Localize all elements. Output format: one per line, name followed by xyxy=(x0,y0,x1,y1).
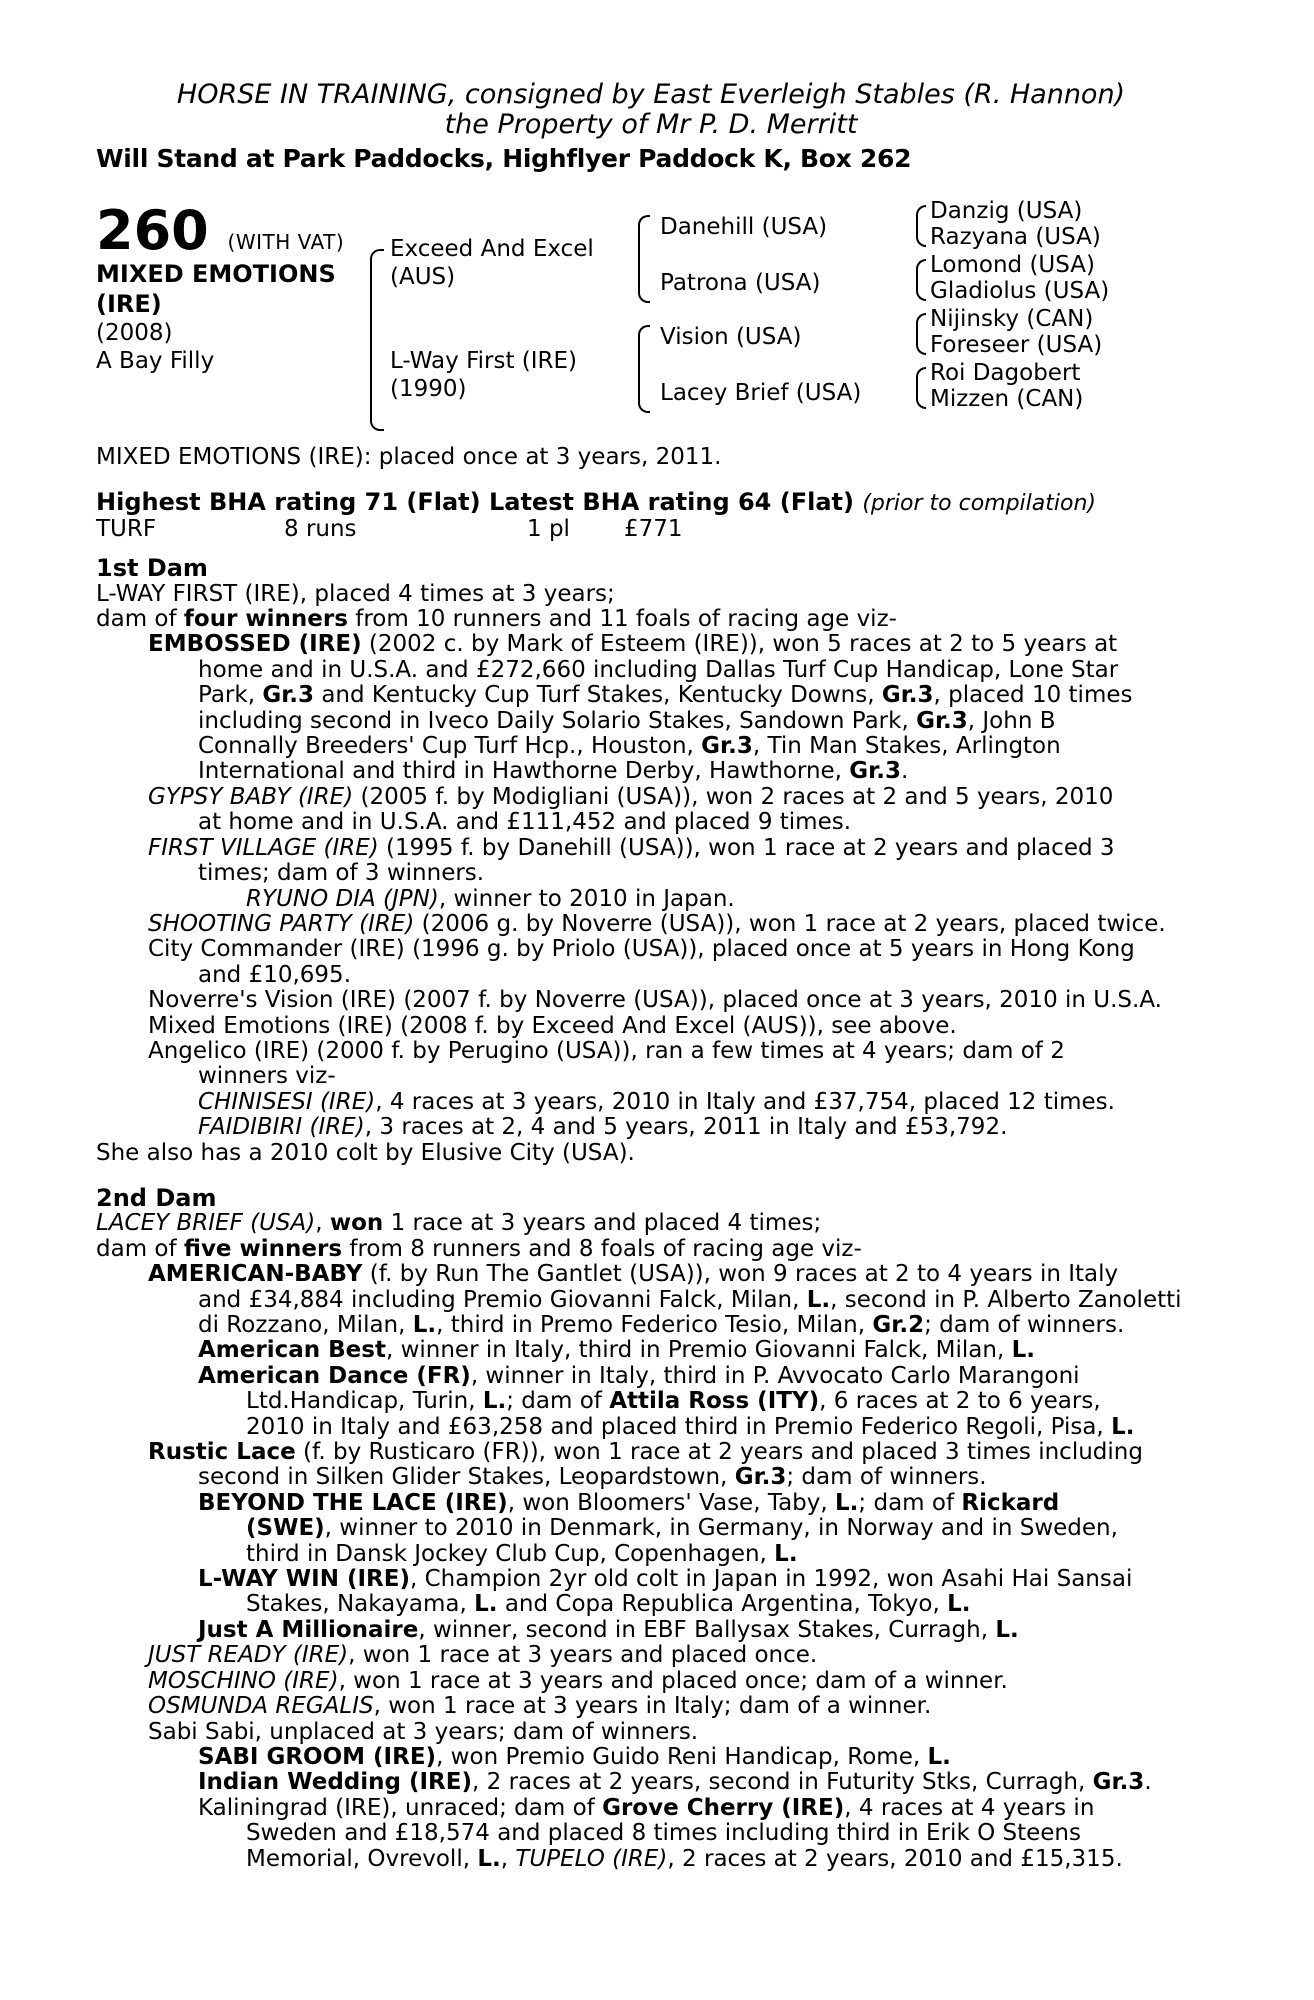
produce-entry: JUST READY (IRE), won 1 race at 3 years and placed once. xyxy=(148,1642,818,1669)
turf-runs: 8 runs xyxy=(284,515,357,542)
produce-line: Park, Gr.3 and Kentucky Cup Turf Stakes, Kentucky Downs, Gr.3, placed 10 times xyxy=(198,682,1133,709)
lot-number xyxy=(96,199,344,262)
pedigree-brace-sire xyxy=(638,215,650,303)
produce-entry: OSMUNDA REGALIS, won 1 race at 3 years in Italy; dam of a winner. xyxy=(148,1693,932,1720)
horse-description: A Bay Filly xyxy=(96,348,215,374)
produce-line: home and in U.S.A. and £272,660 including Dallas Turf Cup Handicap, Lone Star xyxy=(198,656,1119,683)
dam-dam-dam: Mizzen (CAN) xyxy=(930,386,1084,412)
grand-produce-line: Ltd.Handicap, Turin, L.; dam of Attila Ross (ITY), 6 races at 2 to 6 years, xyxy=(246,1388,1101,1415)
turf-placed: 1 pl xyxy=(527,515,570,542)
pedigree-brace-ss xyxy=(916,205,926,247)
grand-produce-entry: Just A Millionaire, winner, second in EBF Ballysax Stakes, Curragh, L. xyxy=(198,1616,1019,1643)
produce-line: and £34,884 including Premio Giovanni Falck, Milan, L., second in P. Alberto Zanoletti xyxy=(198,1286,1182,1313)
sire-sire: Danehill (USA) xyxy=(660,214,828,240)
produce-entry: SHOOTING PARTY (IRE) (2006 g. by Noverre (USA)), won 1 race at 2 years, placed twice. xyxy=(148,910,1166,937)
dam-dam: Lacey Brief (USA) xyxy=(660,380,862,406)
catalogue-body xyxy=(96,445,1206,1872)
sire-dam-sire: Lomond (USA) xyxy=(930,252,1095,278)
sire xyxy=(390,235,594,291)
produce-entry: AMERICAN-BABY (f. by Run The Gantlet (USA)), won 9 races at 2 to 4 years in Italy xyxy=(148,1261,1119,1288)
turf-label: TURF xyxy=(96,515,157,542)
sire-name: Exceed And Excel xyxy=(390,236,594,262)
produce-entry: MOSCHINO (IRE), won 1 race at 3 years and placed once; dam of a winner. xyxy=(148,1667,1008,1694)
produce-entry: Noverre's Vision (IRE) (2007 f. by Noverre (USA)), placed once at 3 years, 2010 in U.S.A. xyxy=(148,987,1162,1014)
consignment-header xyxy=(96,80,1206,140)
grand-produce-entry: FAIDIBIRI (IRE), 3 races at 2, 4 and 5 years, 2011 in Italy and £53,792. xyxy=(198,1114,1008,1141)
lot-number-value: 260 xyxy=(96,199,209,262)
first-dam-produce-summary: dam of four winners from 10 runners and 11 foals of racing age viz- xyxy=(96,606,897,633)
grand-produce-entry: CHINISESI (IRE), 4 races at 3 years, 2010 in Italy and £37,754, placed 12 times. xyxy=(198,1088,1115,1115)
horse-name xyxy=(96,259,336,319)
second-dam-line: LACEY BRIEF (USA), won 1 race at 3 years and placed 4 times; xyxy=(96,1210,822,1237)
grand-produce-line: third in Dansk Jockey Club Cup, Copenhagen, L. xyxy=(246,1540,798,1567)
sire-dam: Patrona (USA) xyxy=(660,270,821,296)
stand-location: Will Stand at Park Paddocks, Highflyer Paddock K, Box 262 xyxy=(96,144,912,173)
grand-produce-entry: RYUNO DIA (JPN), winner to 2010 in Japan. xyxy=(246,885,735,912)
dam-name: L-Way First (IRE) xyxy=(390,348,578,374)
pedigree-brace-ds xyxy=(916,313,926,355)
produce-entry: GYPSY BABY (IRE) (2005 f. by Modigliani (USA)), won 2 races at 2 and 5 years, 2010 xyxy=(148,783,1114,810)
produce-entry: EMBOSSED (IRE) (2002 c. by Mark of Esteem (IRE)), won 5 races at 2 to 5 years at xyxy=(148,631,1118,658)
pedigree-brace-dam xyxy=(638,325,650,413)
sire-sire-dam: Razyana (USA) xyxy=(930,224,1101,250)
second-dam-section xyxy=(96,1211,1206,1872)
grand-produce-entry: BEYOND THE LACE (IRE), won Bloomers' Vase, Taby, L.; dam of Rickard xyxy=(198,1489,1060,1516)
turf-earnings: £771 xyxy=(624,515,683,542)
produce-line: at home and in U.S.A. and £111,452 and placed 9 times. xyxy=(198,809,852,836)
property-line: the Property of Mr P. D. Merritt xyxy=(444,109,858,140)
grand-produce-entry: American Best, winner in Italy, third in Premio Giovanni Falck, Milan, L. xyxy=(198,1337,1035,1364)
sire-dam-dam: Gladiolus (USA) xyxy=(930,278,1110,304)
horse-details xyxy=(96,319,214,375)
dam xyxy=(390,347,577,403)
produce-line: Connally Breeders' Cup Turf Hcp., Houston, Gr.3, Tin Man Stakes, Arlington xyxy=(198,733,1061,760)
grand-produce-entry: Indian Wedding (IRE), 2 races at 2 years, second in Futurity Stks, Curragh, Gr.3. xyxy=(198,1769,1152,1796)
produce-entry: Rustic Lace (f. by Rusticaro (FR)), won 1 race at 2 years and placed 3 times including xyxy=(148,1439,1143,1466)
first-dam-line: L-WAY FIRST (IRE), placed 4 times at 3 years; xyxy=(96,580,615,607)
sire-country: (AUS) xyxy=(390,264,456,290)
grand-produce-line: (SWE), winner to 2010 in Denmark, in Germany, in Norway and in Sweden, xyxy=(246,1515,1118,1542)
dam-sire-dam: Foreseer (USA) xyxy=(930,332,1103,358)
catalogue-page xyxy=(96,80,1206,1872)
produce-line: and £10,695. xyxy=(198,961,352,988)
dam-sire: Vision (USA) xyxy=(660,324,802,350)
produce-entry: Sabi Sabi, unplaced at 3 years; dam of winners. xyxy=(148,1718,699,1745)
dam-year: (1990) xyxy=(390,376,467,402)
dam-sire-sire: Nijinsky (CAN) xyxy=(930,306,1094,332)
produce-entry: Mixed Emotions (IRE) (2008 f. by Exceed And Excel (AUS)), see above. xyxy=(148,1012,957,1039)
race-summary: MIXED EMOTIONS (IRE): placed once at 3 years, 2011. xyxy=(96,444,722,470)
dam-dam-sire: Roi Dagobert xyxy=(930,360,1081,386)
turf-record xyxy=(96,517,1206,542)
pedigree-brace-dd xyxy=(916,367,926,409)
first-dam-section xyxy=(96,582,1206,1166)
sire-sire-sire: Danzig (USA) xyxy=(930,198,1083,224)
grand-produce-entry: American Dance (FR), winner in Italy, third in P. Avvocato Carlo Marangoni xyxy=(198,1362,1080,1389)
produce-entry: City Commander (IRE) (1996 g. by Priolo (USA)), placed once at 5 years in Hong Kong xyxy=(148,936,1135,963)
rating-note: (prior to compilation) xyxy=(862,491,1096,517)
bha-rating xyxy=(96,490,1206,516)
pedigree-brace-sd xyxy=(916,259,926,301)
produce-line: di Rozzano, Milan, L., third in Premo Federico Tesio, Milan, Gr.2; dam of winners. xyxy=(198,1312,1125,1338)
produce-line: International and third in Hawthorne Derby, Hawthorne, Gr.3. xyxy=(198,758,909,785)
produce-line: winners viz- xyxy=(198,1063,336,1090)
horse-name-line1: MIXED EMOTIONS xyxy=(96,260,336,288)
grand-produce-line: 2010 in Italy and £63,258 and placed third in Premio Federico Regoli, Pisa, L. xyxy=(246,1413,1135,1440)
second-dam-produce-summary: dam of five winners from 8 runners and 8 foals of racing age viz- xyxy=(96,1235,862,1262)
produce-line: times; dam of 3 winners. xyxy=(198,860,485,887)
produce-entry: Angelico (IRE) (2000 f. by Perugino (USA)), ran a few times at 4 years; dam of 2 xyxy=(148,1037,1065,1064)
grand-produce-line: Memorial, Ovrevoll, L., TUPELO (IRE), 2 races at 2 years, 2010 and £15,315. xyxy=(246,1845,1123,1872)
vat-label: (WITH VAT) xyxy=(227,230,345,254)
produce-entry: FIRST VILLAGE (IRE) (1995 f. by Danehill (USA)), won 1 race at 2 years and placed 3 xyxy=(148,834,1115,861)
grand-produce-entry: L-WAY WIN (IRE), Champion 2yr old colt in Japan in 1992, won Asahi Hai Sansai xyxy=(198,1566,1133,1593)
grand-produce-line: Stakes, Nakayama, L. and Copa Republica Argentina, Tokyo, L. xyxy=(246,1591,971,1618)
pedigree-block xyxy=(96,198,1206,443)
rating-text: Highest BHA rating 71 (Flat) Latest BHA rating 64 (Flat) xyxy=(96,488,854,517)
grand-produce-entry: Kaliningrad (IRE), unraced; dam of Grove Cherry (IRE), 4 races at 4 years in xyxy=(198,1794,1095,1821)
foaling-year: (2008) xyxy=(96,320,173,346)
produce-line: second in Silken Glider Stakes, Leopardstown, Gr.3; dam of winners. xyxy=(198,1464,987,1491)
pedigree-brace-main xyxy=(370,249,384,431)
produce-line: including second in Iveco Daily Solario Stakes, Sandown Park, Gr.3, John B xyxy=(198,707,1056,734)
horse-name-line2: (IRE) xyxy=(96,290,162,318)
second-dam-heading: 2nd Dam xyxy=(96,1183,217,1212)
grand-produce-line: Sweden and £18,574 and placed 8 times including third in Erik O Steens xyxy=(246,1820,1081,1847)
further-produce: She also has a 2010 colt by Elusive City (USA). xyxy=(96,1139,635,1166)
grand-produce-entry: SABI GROOM (IRE), won Premio Guido Reni Handicap, Rome, L. xyxy=(198,1743,951,1770)
first-dam-heading: 1st Dam xyxy=(96,554,208,583)
consignor-line: HORSE IN TRAINING, consigned by East Everleigh Stables (R. Hannon) xyxy=(176,79,1126,110)
